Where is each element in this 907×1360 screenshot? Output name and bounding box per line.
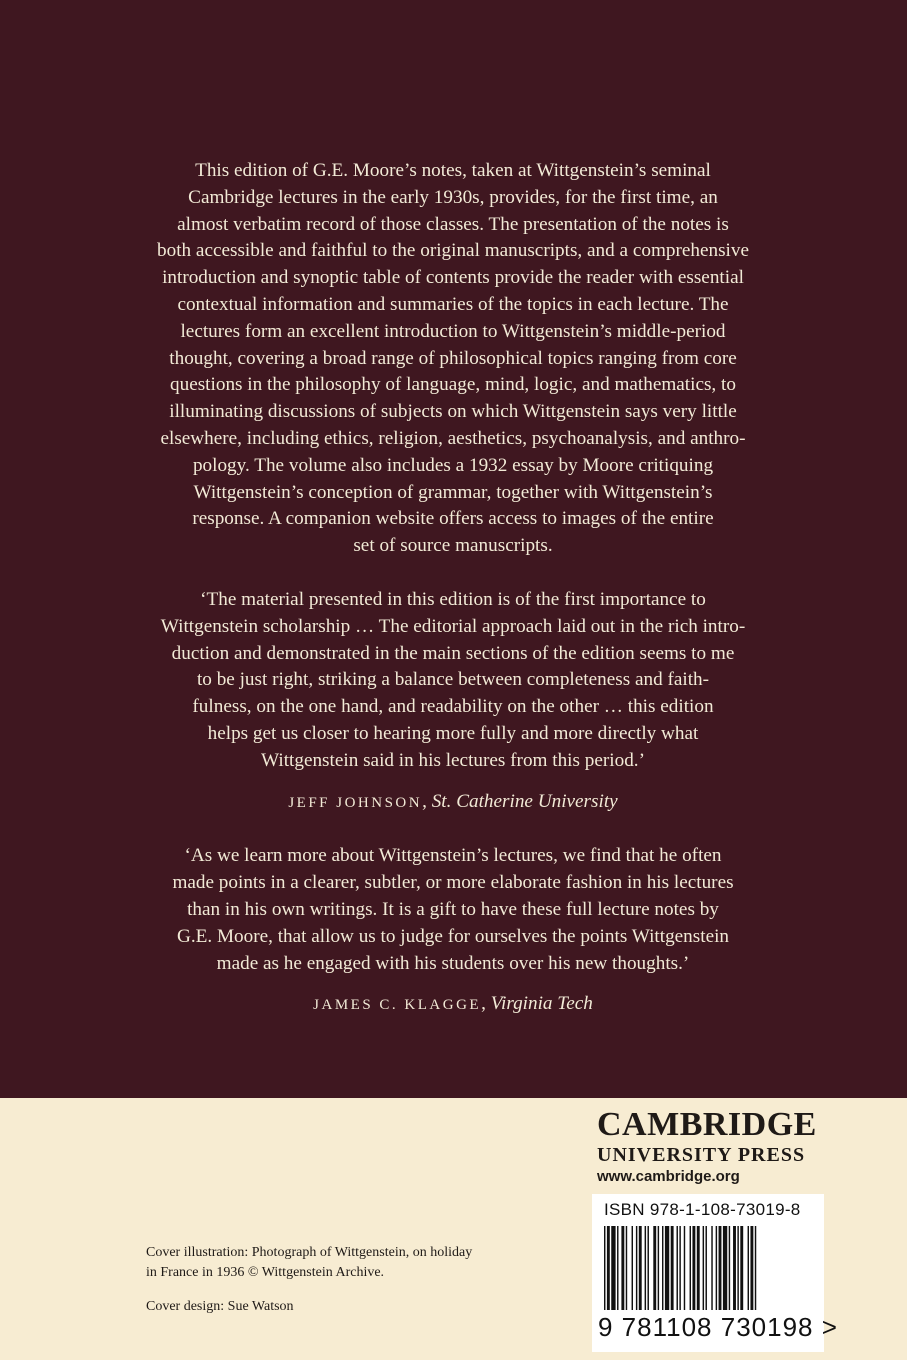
- quote-line: helps get us closer to hearing more fully and more directly what: [207, 722, 699, 744]
- quote-line: to be just right, striking a balance between completeness and faith-: [196, 669, 710, 691]
- description-line: almost verbatim record of those classes. The presentation of the notes is: [177, 213, 729, 235]
- isbn-barcode: [592, 1194, 838, 1352]
- description-line: elsewhere, including ethics, religion, aesthetics, psychoanalysis, and anthro-: [160, 427, 746, 449]
- barcode-bars-icon: [602, 1226, 814, 1310]
- publisher-logo: [597, 1106, 837, 1188]
- book-description: [140, 158, 766, 560]
- quote-line: Wittgenstein said in his lectures from this period.’: [261, 749, 645, 771]
- description-line: questions in the philosophy of language, mind, logic, and mathematics, to: [170, 374, 736, 396]
- review-quote-johnson: [140, 587, 766, 775]
- description-line: both accessible and faithful to the original manuscripts, and a comprehensive: [157, 240, 749, 262]
- blurb-text: [140, 158, 766, 1046]
- description-line: response. A companion website offers access to images of the entire: [192, 508, 714, 530]
- reviewer-name: JAMES C. KLAGGE: [313, 997, 482, 1014]
- description-line: Wittgenstein’s conception of grammar, together with Wittgenstein’s: [193, 481, 713, 503]
- quote-line: than in his own writings. It is a gift to have these full lecture notes by: [187, 898, 719, 920]
- quote-line: duction and demonstrated in the main sections of the edition seems to me: [171, 642, 735, 664]
- description-line: thought, covering a broad range of philosophical topics ranging from core: [169, 347, 737, 369]
- cover-design-credit: [146, 1297, 294, 1317]
- description-line: introduction and synoptic table of contents provide the reader with essential: [162, 267, 744, 289]
- quote-line: fulness, on the one hand, and readability on the other … this edition: [192, 696, 714, 718]
- description-line: Cambridge lectures in the early 1930s, provides, for the first time, an: [188, 186, 718, 208]
- quote-line: G.E. Moore, that allow us to judge for ourselves the points Wittgenstein: [176, 925, 730, 947]
- description-line: illuminating discussions of subjects on which Wittgenstein says very little: [169, 401, 737, 423]
- quote-line: ‘The material presented in this edition is of the first importance to: [200, 588, 706, 610]
- description-line: lectures form an excellent introduction to Wittgenstein’s middle-period: [180, 320, 726, 342]
- review-attribution-johnson: JEFF JOHNSON, St. Catherine University: [288, 790, 618, 812]
- isbn-label: ISBN 978-1-108-73019-8: [604, 1200, 801, 1219]
- description-line: This edition of G.E. Moore’s notes, taken at Wittgenstein’s seminal: [195, 160, 711, 181]
- cover-illustration-credit: [146, 1243, 472, 1283]
- quote-line: made as he engaged with his students over his new thoughts.’: [216, 952, 690, 974]
- quote-line: Wittgenstein scholarship … The editorial approach laid out in the rich intro-: [160, 615, 746, 637]
- barcode-number: 9 781108 730198 >: [598, 1312, 838, 1342]
- credit-line: in France in 1936 © Wittgenstein Archive.: [146, 1265, 385, 1280]
- quote-line: made points in a clearer, subtler, or more elaborate fashion in his lectures: [172, 872, 734, 894]
- description-line: set of source manuscripts.: [353, 535, 553, 557]
- description-line: pology. The volume also includes a 1932 essay by Moore critiquing: [192, 454, 714, 476]
- publisher-website: www.cambridge.org: [597, 1168, 740, 1185]
- reviewer-name: JEFF JOHNSON: [288, 794, 423, 811]
- review-attribution-klagge: JAMES C. KLAGGE, Virginia Tech: [313, 993, 593, 1015]
- reviewer-affiliation: Virginia Tech: [490, 993, 593, 1015]
- credit-line: Cover design: Sue Watson: [146, 1299, 294, 1314]
- description-line: contextual information and summaries of the topics in each lecture. The: [177, 293, 729, 315]
- quote-line: ‘As we learn more about Wittgenstein’s lectures, we find that he often: [184, 845, 722, 867]
- back-cover-lower-panel: [0, 1098, 907, 1360]
- publisher-name: CAMBRIDGE: [597, 1106, 817, 1143]
- publisher-subtitle: UNIVERSITY PRESS: [597, 1144, 806, 1166]
- review-quote-klagge: [140, 843, 766, 977]
- credit-line: Cover illustration: Photograph of Wittgenstein, on holiday: [146, 1245, 473, 1260]
- reviewer-affiliation: St. Catherine University: [431, 790, 618, 812]
